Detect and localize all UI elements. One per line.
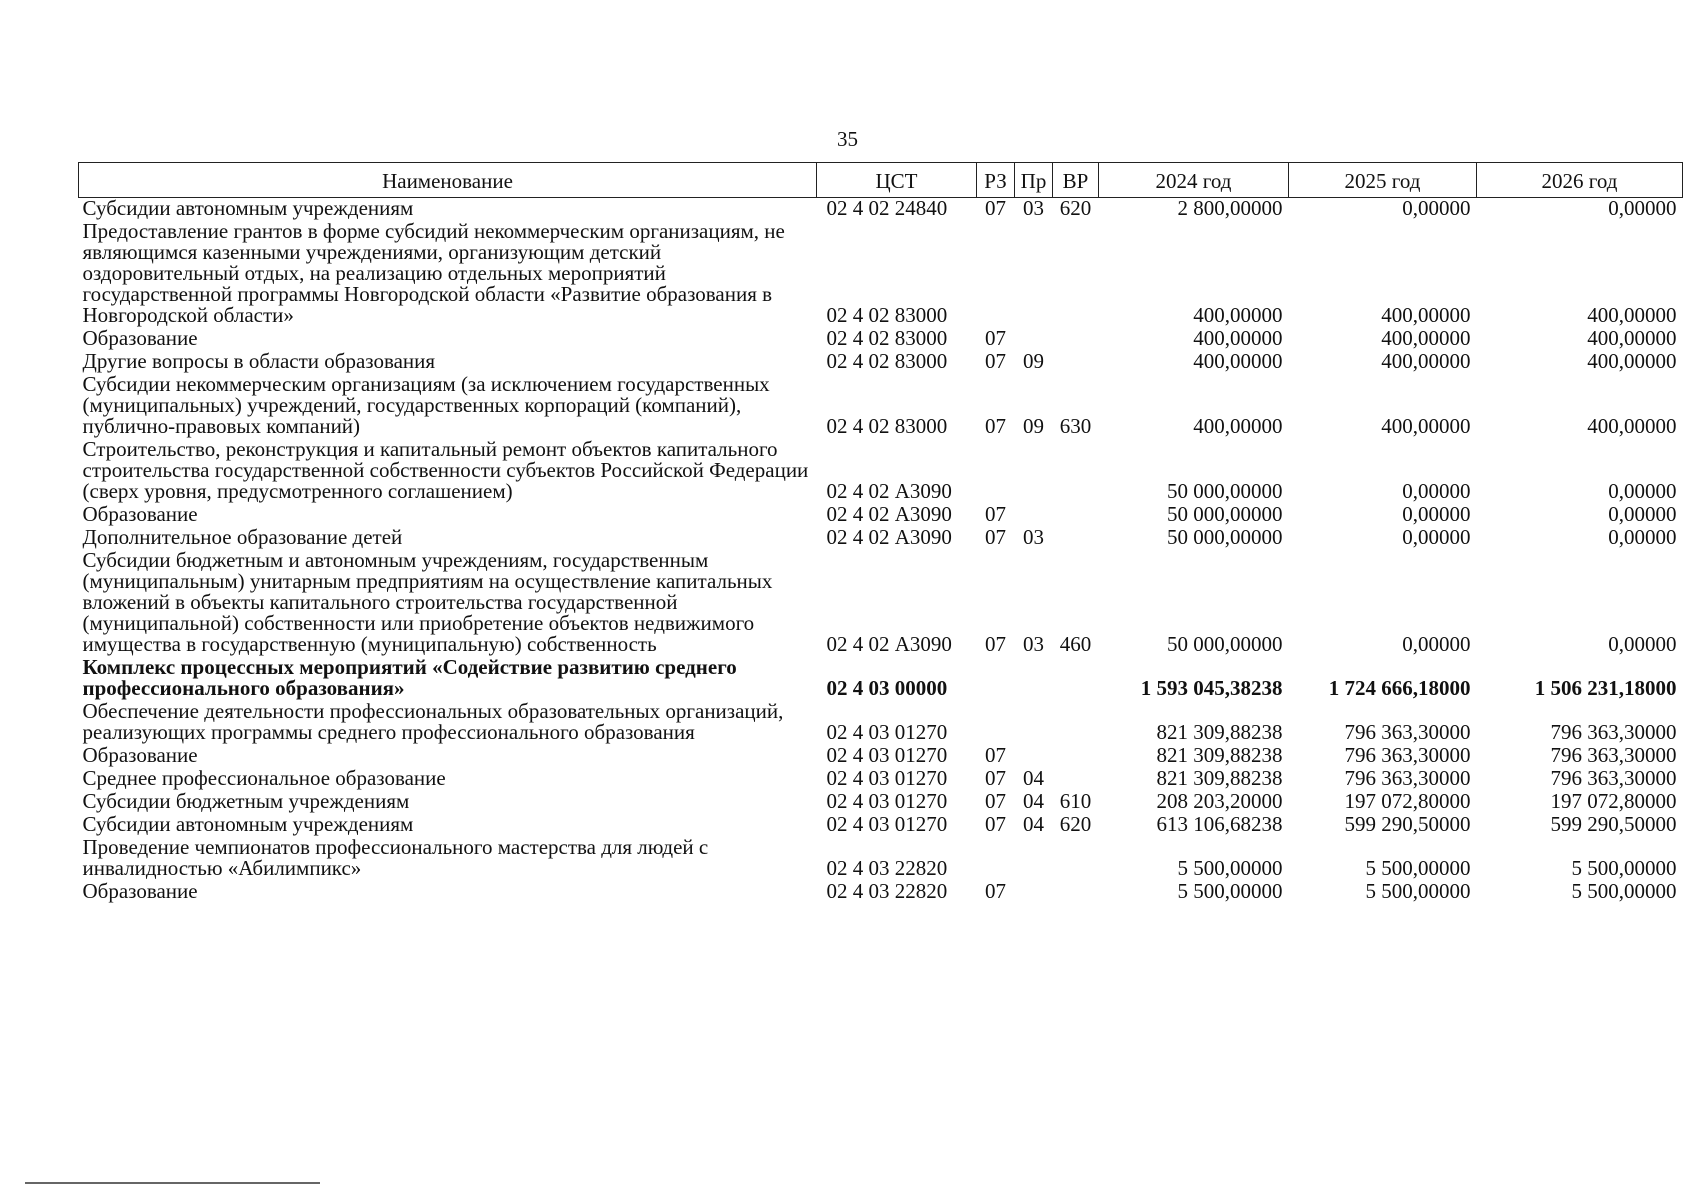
- row-pr: 03: [1023, 525, 1044, 549]
- row-cst: 02 4 02 А3090: [826, 525, 952, 549]
- row-name: Комплекс процессных мероприятий «Содействие развитию среднего профессионального образования»: [82, 655, 737, 700]
- row-vr: 610: [1059, 789, 1092, 813]
- header-name: Наименование: [79, 163, 817, 198]
- table-row: [79, 374, 1683, 439]
- row-value-2025: 400,00000: [1381, 414, 1471, 438]
- row-value-2026: 400,00000: [1587, 414, 1677, 438]
- row-vr: [1053, 837, 1099, 881]
- table-row: [79, 745, 1683, 768]
- row-name: Дополнительное образование детей: [82, 525, 403, 549]
- row-vr: [1053, 881, 1099, 904]
- row-vr: [1053, 745, 1099, 768]
- row-value-2024: 50 000,00000: [1167, 479, 1283, 503]
- row-value-2025: 599 290,50000: [1344, 812, 1471, 836]
- row-pr: [1015, 701, 1053, 745]
- row-value-2024: 50 000,00000: [1167, 525, 1283, 549]
- row-cst: 02 4 03 01270: [826, 720, 948, 744]
- row-cst: 02 4 02 24840: [826, 196, 948, 220]
- row-rz: 07: [985, 326, 1006, 350]
- table-row: [79, 328, 1683, 351]
- footer-divider: [25, 1182, 320, 1184]
- table-row: [79, 439, 1683, 504]
- row-name: Субсидии автономным учреждениям: [82, 196, 414, 220]
- row-value-2026: 400,00000: [1587, 349, 1677, 373]
- row-value-2024: 50 000,00000: [1167, 632, 1283, 656]
- row-rz: 07: [985, 196, 1006, 220]
- row-vr: [1053, 328, 1099, 351]
- table-row: [79, 504, 1683, 527]
- row-value-2025: 796 363,30000: [1344, 720, 1471, 744]
- row-value-2024: 400,00000: [1193, 349, 1283, 373]
- row-cst: 02 4 02 83000: [826, 326, 948, 350]
- row-value-2025: 0,00000: [1402, 196, 1471, 220]
- row-value-2024: 208 203,20000: [1156, 789, 1283, 813]
- row-vr: [1053, 439, 1099, 504]
- row-value-2025: 400,00000: [1381, 349, 1471, 373]
- row-rz: [977, 221, 1015, 328]
- row-rz: 07: [985, 502, 1006, 526]
- row-value-2026: 599 290,50000: [1550, 812, 1677, 836]
- table-row: [79, 527, 1683, 550]
- table-row: [79, 221, 1683, 328]
- row-value-2026: 0,00000: [1608, 525, 1677, 549]
- row-value-2026: 0,00000: [1608, 632, 1677, 656]
- row-rz: 07: [985, 414, 1006, 438]
- row-value-2025: 0,00000: [1402, 632, 1471, 656]
- header-cst: ЦСТ: [817, 163, 977, 198]
- row-name: Субсидии автономным учреждениям: [82, 812, 414, 836]
- row-cst: 02 4 02 А3090: [826, 479, 952, 503]
- row-rz: 07: [985, 632, 1006, 656]
- row-vr: 620: [1059, 812, 1092, 836]
- row-vr: [1053, 701, 1099, 745]
- row-rz: [977, 837, 1015, 881]
- table-row: [79, 351, 1683, 374]
- row-value-2024: 821 309,88238: [1156, 766, 1283, 790]
- row-name: Предоставление грантов в форме субсидий некоммерческим организациям, не являющимся казенными учреждениями, организующим детский оздоровительный отдых, на реализацию отдельных мероприятий государственной программы Новгородской области «Развитие образования в Новгородской области»: [82, 219, 785, 327]
- row-rz: 07: [985, 789, 1006, 813]
- table-body: [79, 198, 1683, 905]
- row-vr: [1053, 351, 1099, 374]
- row-name: Среднее профессиональное образование: [82, 766, 446, 790]
- row-vr: [1053, 504, 1099, 527]
- row-rz: 07: [985, 349, 1006, 373]
- row-name: Образование: [82, 879, 198, 903]
- row-name: Субсидии некоммерческим организациям (за исключением государственных (муниципальных) учреждений, государственных корпораций (компаний), публично-правовых компаний): [82, 372, 770, 438]
- row-value-2024: 2 800,00000: [1177, 196, 1283, 220]
- row-cst: 02 4 03 22820: [826, 879, 948, 903]
- row-value-2025: 5 500,00000: [1365, 879, 1471, 903]
- row-value-2026: 0,00000: [1608, 502, 1677, 526]
- header-pr: Пр: [1015, 163, 1053, 198]
- row-value-2024: 821 309,88238: [1156, 720, 1283, 744]
- row-pr: 09: [1023, 349, 1044, 373]
- row-pr: [1015, 657, 1053, 701]
- header-2024: 2024 год: [1099, 163, 1289, 198]
- row-cst: 02 4 03 01270: [826, 789, 948, 813]
- table-header: [79, 163, 1683, 198]
- row-vr: [1053, 657, 1099, 701]
- row-pr: 03: [1023, 196, 1044, 220]
- page-number: 35: [837, 127, 858, 151]
- row-value-2026: 400,00000: [1587, 303, 1677, 327]
- row-name: Проведение чемпионатов профессионального мастерства для людей с инвалидностью «Абилимпикс»: [82, 835, 709, 880]
- row-vr: 460: [1059, 632, 1092, 656]
- row-pr: [1015, 837, 1053, 881]
- row-value-2024: 821 309,88238: [1156, 743, 1283, 767]
- row-name: Образование: [82, 326, 198, 350]
- row-rz: [977, 701, 1015, 745]
- row-name: Образование: [82, 743, 198, 767]
- row-pr: [1015, 221, 1053, 328]
- table-row: [79, 701, 1683, 745]
- table-row: [79, 198, 1683, 222]
- row-rz: [977, 657, 1015, 701]
- row-vr: 630: [1059, 414, 1092, 438]
- row-value-2025: 0,00000: [1402, 525, 1471, 549]
- table-row: [79, 814, 1683, 837]
- row-pr: 04: [1023, 789, 1044, 813]
- row-value-2026: 400,00000: [1587, 326, 1677, 350]
- row-cst: 02 4 03 00000: [826, 676, 948, 700]
- row-value-2026: 796 363,30000: [1550, 766, 1677, 790]
- row-pr: [1015, 745, 1053, 768]
- row-vr: [1053, 768, 1099, 791]
- row-name: Другие вопросы в области образования: [82, 349, 436, 373]
- row-pr: 04: [1023, 812, 1044, 836]
- row-value-2025: 1 724 666,18000: [1328, 676, 1471, 700]
- row-cst: 02 4 03 01270: [826, 812, 948, 836]
- row-value-2025: 400,00000: [1381, 303, 1471, 327]
- row-name: Субсидии бюджетным учреждениям: [82, 789, 410, 813]
- row-value-2024: 1 593 045,38238: [1140, 676, 1283, 700]
- row-rz: 07: [985, 743, 1006, 767]
- row-value-2025: 796 363,30000: [1344, 766, 1471, 790]
- header-2025: 2025 год: [1289, 163, 1477, 198]
- row-value-2024: 50 000,00000: [1167, 502, 1283, 526]
- row-value-2026: 197 072,80000: [1550, 789, 1677, 813]
- row-name: Строительство, реконструкция и капитальный ремонт объектов капитального строительства государственной собственности субъектов Российской Федерации (сверх уровня, предусмотренного соглашением): [82, 437, 809, 503]
- row-value-2026: 0,00000: [1608, 196, 1677, 220]
- row-name: Субсидии бюджетным и автономным учреждениям, государственным (муниципальным) унитарным предприятиям на осуществление капитальных вложений в объекты капитального строительства государственной (муниципальной) собственности или приобретение объектов недвижимого имущества в государственную (муниципальную) собственность: [82, 548, 773, 656]
- row-pr: 04: [1023, 766, 1044, 790]
- header-2026: 2026 год: [1477, 163, 1683, 198]
- row-vr: 620: [1059, 196, 1092, 220]
- table-row: [79, 657, 1683, 701]
- row-rz: 07: [985, 766, 1006, 790]
- row-value-2026: 1 506 231,18000: [1534, 676, 1677, 700]
- row-cst: 02 4 03 01270: [826, 766, 948, 790]
- row-cst: 02 4 02 А3090: [826, 632, 952, 656]
- row-rz: [977, 439, 1015, 504]
- row-value-2025: 400,00000: [1381, 326, 1471, 350]
- row-pr: [1015, 328, 1053, 351]
- table-row: [79, 550, 1683, 657]
- row-rz: 07: [985, 879, 1006, 903]
- header-rz: РЗ: [977, 163, 1015, 198]
- row-name: Обеспечение деятельности профессиональных образовательных организаций, реализующих программы среднего профессионального образования: [82, 699, 784, 744]
- row-pr: 09: [1023, 414, 1044, 438]
- row-name: Образование: [82, 502, 198, 526]
- row-pr: [1015, 504, 1053, 527]
- row-value-2025: 796 363,30000: [1344, 743, 1471, 767]
- row-value-2025: 197 072,80000: [1344, 789, 1471, 813]
- table-row: [79, 791, 1683, 814]
- row-value-2026: 0,00000: [1608, 479, 1677, 503]
- row-cst: 02 4 03 22820: [826, 856, 948, 880]
- row-cst: 02 4 02 83000: [826, 414, 948, 438]
- row-cst: 02 4 02 А3090: [826, 502, 952, 526]
- row-value-2024: 400,00000: [1193, 326, 1283, 350]
- row-pr: [1015, 881, 1053, 904]
- row-value-2026: 796 363,30000: [1550, 743, 1677, 767]
- table-row: [79, 881, 1683, 904]
- row-value-2024: 5 500,00000: [1177, 856, 1283, 880]
- row-value-2025: 5 500,00000: [1365, 856, 1471, 880]
- row-value-2024: 400,00000: [1193, 414, 1283, 438]
- row-value-2024: 5 500,00000: [1177, 879, 1283, 903]
- row-value-2025: 0,00000: [1402, 479, 1471, 503]
- row-value-2026: 5 500,00000: [1571, 856, 1677, 880]
- row-pr: [1015, 439, 1053, 504]
- row-value-2024: 400,00000: [1193, 303, 1283, 327]
- table-row: [79, 768, 1683, 791]
- row-cst: 02 4 02 83000: [826, 303, 948, 327]
- row-rz: 07: [985, 525, 1006, 549]
- row-vr: [1053, 221, 1099, 328]
- row-cst: 02 4 02 83000: [826, 349, 948, 373]
- row-vr: [1053, 527, 1099, 550]
- budget-table: [78, 162, 1683, 904]
- header-vr: ВР: [1053, 163, 1099, 198]
- row-value-2026: 5 500,00000: [1571, 879, 1677, 903]
- row-value-2025: 0,00000: [1402, 502, 1471, 526]
- row-value-2024: 613 106,68238: [1156, 812, 1283, 836]
- row-cst: 02 4 03 01270: [826, 743, 948, 767]
- table-row: [79, 837, 1683, 881]
- row-pr: 03: [1023, 632, 1044, 656]
- row-value-2026: 796 363,30000: [1550, 720, 1677, 744]
- row-rz: 07: [985, 812, 1006, 836]
